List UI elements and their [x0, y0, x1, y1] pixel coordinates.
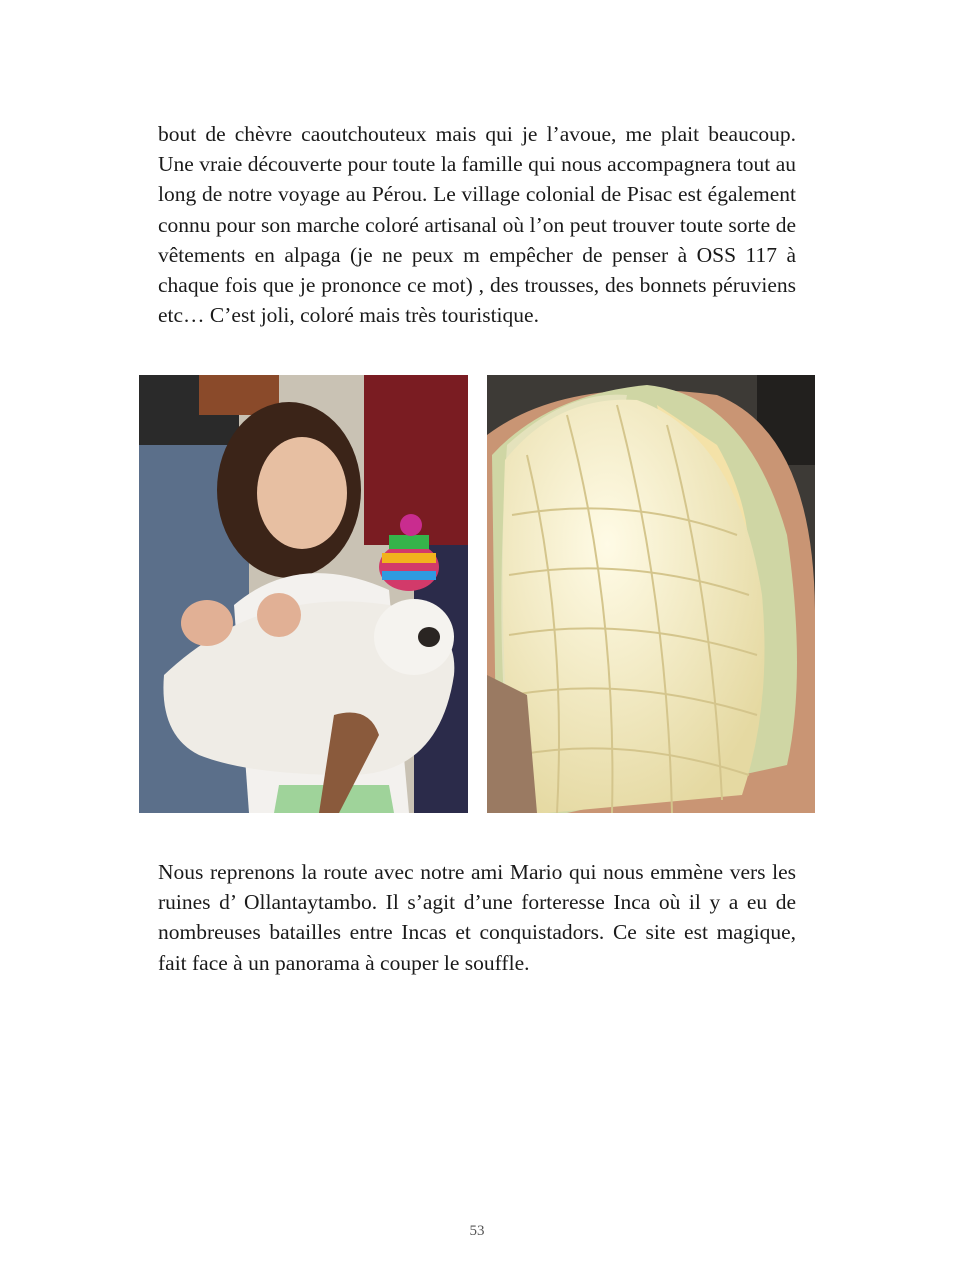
photo-corn-with-cheese — [487, 375, 815, 813]
paragraph-ollantaytambo: Nous reprenons la route avec notre ami Mario qui nous emmène vers les ruines d’ Ollantaytambo. Il s’agit d’une forteresse Inca où il y a eu de nombreuses batailles entre Incas et conquistadors. Ce site est magique, fait face à un panorama à couper le souffle. — [158, 860, 796, 975]
page-number: 53 — [469, 1223, 485, 1239]
photo-girl-with-lamb — [139, 375, 468, 813]
paragraph-intro: bout de chèvre caoutchouteux mais qui je l’avoue, me plait beaucoup. Une vraie découverte pour toute la famille qui nous accompagnera tout au long de notre voyage au Pérou. Le village colonial de Pisac est également connu pour son marche coloré artisanal où l’on peut trouver toute sorte de vêtements en alpaga (je ne peux m empêcher de penser à OSS 117 à chaque fois que je prononce ce mot) , des trousses, des bonnets péruviens etc… C’est joli, coloré mais très touristique. — [158, 122, 796, 328]
